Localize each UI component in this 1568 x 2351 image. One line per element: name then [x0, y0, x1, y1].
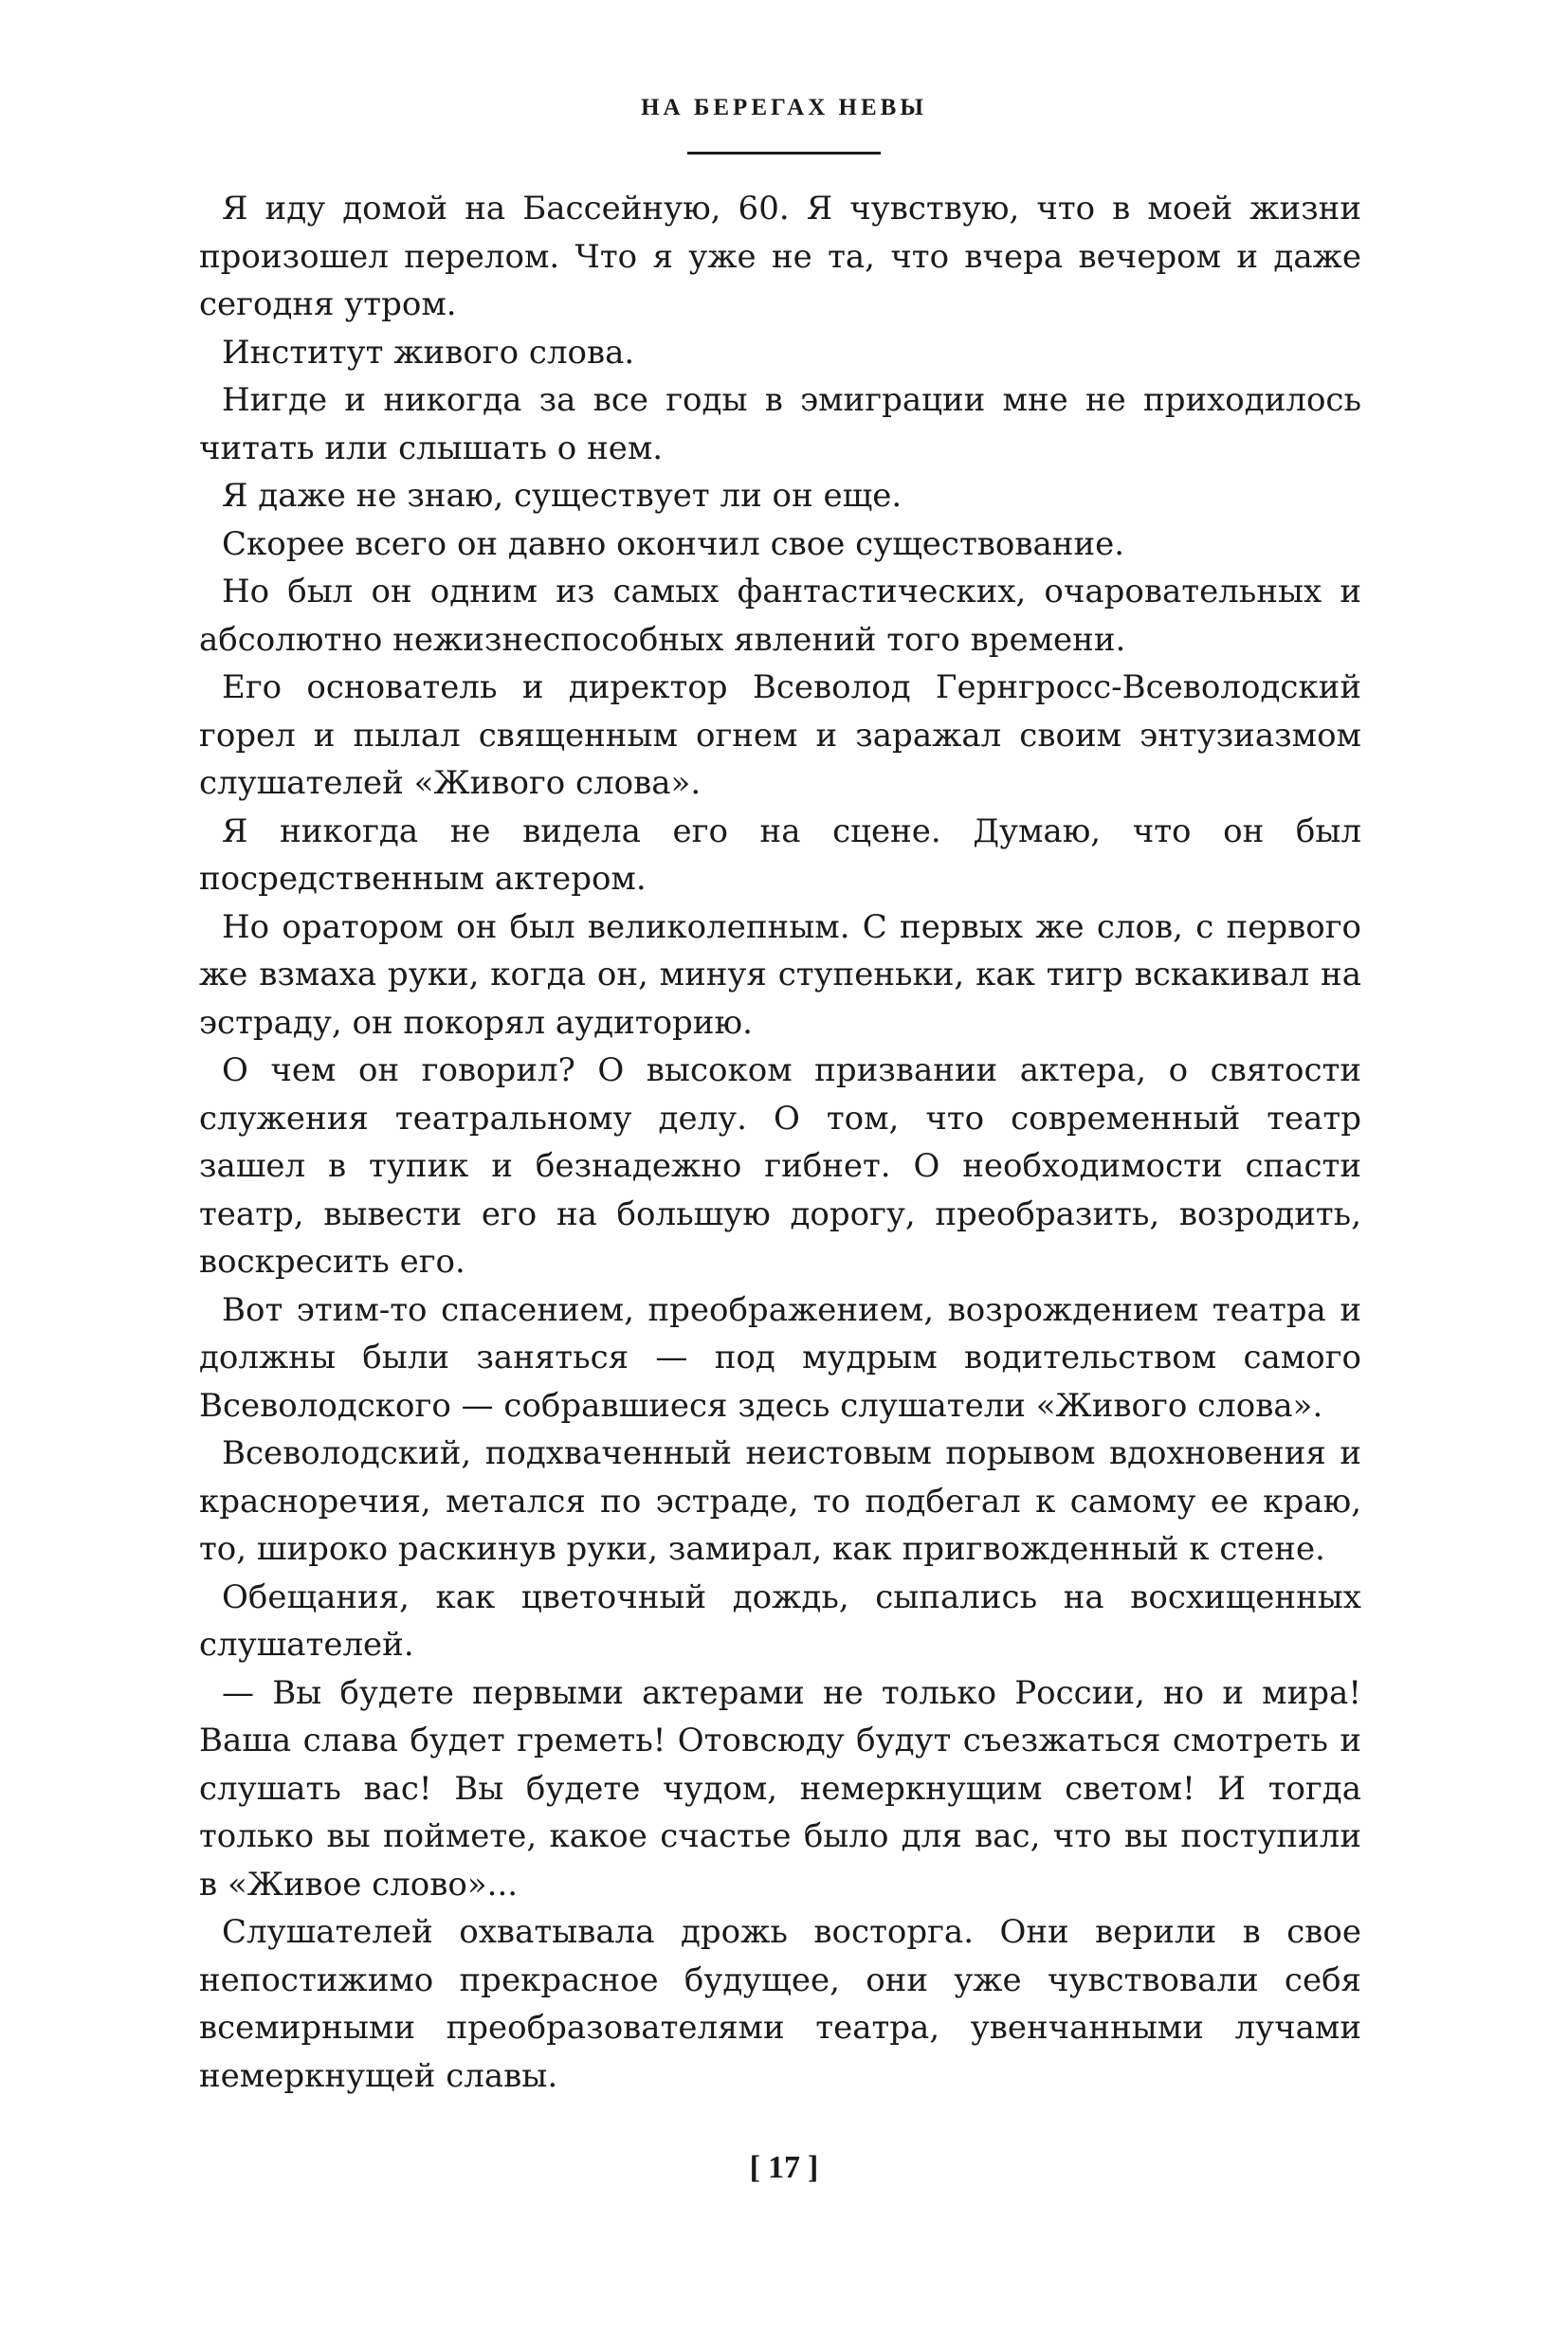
paragraph: Институт живого слова.	[222, 333, 635, 372]
paragraph: Я иду домой на Бассейную, 60. Я чувствую, что в моей жизни произошел перелом. Что я уже не та, что вчера вечером и даже сегодня утром.	[199, 190, 1361, 323]
paragraph: Всеволодский, подхваченный неистовым порывом вдохновения и красноречия, метался по эстраде, то подбегал к самому ее краю, то, широко раскинув руки, замирал, как пригвожденный к стене.	[199, 1434, 1361, 1568]
page-number	[0, 2150, 1568, 2186]
paragraph: Обещания, как цветочный дождь, сыпались на восхищенных слушателей.	[199, 1577, 1361, 1664]
paragraph: Нигде и никогда за все годы в эмиграции мне не приходилось читать или слышать о нем.	[199, 381, 1361, 467]
header-rule	[687, 152, 881, 155]
paragraph: Но оратором он был великолепным. С первых же слов, с первого же взмаха руки, когда он, минуя ступеньки, как тигр вскакивал на эстраду, он покорял аудиторию.	[199, 907, 1361, 1042]
paragraph: — Вы будете первыми актерами не только России, но и мира! Ваша слава будет греметь! Отовсюду будут съезжаться смотреть и слушать вас! Вы будете чудом, немеркнущим светом! И тогда только вы поймете, какое счастье было для вас, что вы поступили в «Живое слово»...	[199, 1673, 1361, 1904]
body-text	[199, 185, 1361, 2100]
folio-bracket-close: ]	[808, 2150, 819, 2185]
paragraph: Вот этим-то спасением, преображением, возрождением театра и должны были заняться — под мудрым водительством самого Всеволодского — собравшиеся здесь слушатели «Живого слова».	[199, 1290, 1361, 1425]
paragraph: Но был он одним из самых фантастических, очаровательных и абсолютно нежизнеспособных явлений того времени.	[199, 573, 1361, 659]
paragraph: Слушателей охватывала дрожь восторга. Они верили в свое непостижимо прекрасное будущее, они уже чувствовали себя всемирными преобразователями театра, увенчанными лучами немеркнущей славы.	[199, 1913, 1361, 2095]
paragraph: Я даже не знаю, существует ли он еще.	[222, 477, 903, 515]
paragraph: Скорее всего он давно окончил свое существование.	[222, 524, 1125, 563]
paragraph: О чем он говорил? О высоком призвании актера, о святости служения театральному делу. О том, что современный театр зашел в тупик и безнадежно гибнет. О необходимости спасти театр, вывести его на большую дорогу, преобразить, возродить, воскресить его.	[199, 1051, 1361, 1281]
page-number-value: 17	[768, 2150, 800, 2185]
running-head: НА БЕРЕГАХ НЕВЫ	[641, 95, 927, 120]
folio-bracket-open: [	[749, 2150, 760, 2185]
paragraph: Его основатель и директор Всеволод Гернгросс-Всеволодский горел и пылал священным огнем и заражал своим энтузиазмом слушателей «Живого слова».	[199, 668, 1361, 802]
paragraph: Я никогда не видела его на сцене. Думаю, что он был посредственным актером.	[199, 811, 1361, 898]
